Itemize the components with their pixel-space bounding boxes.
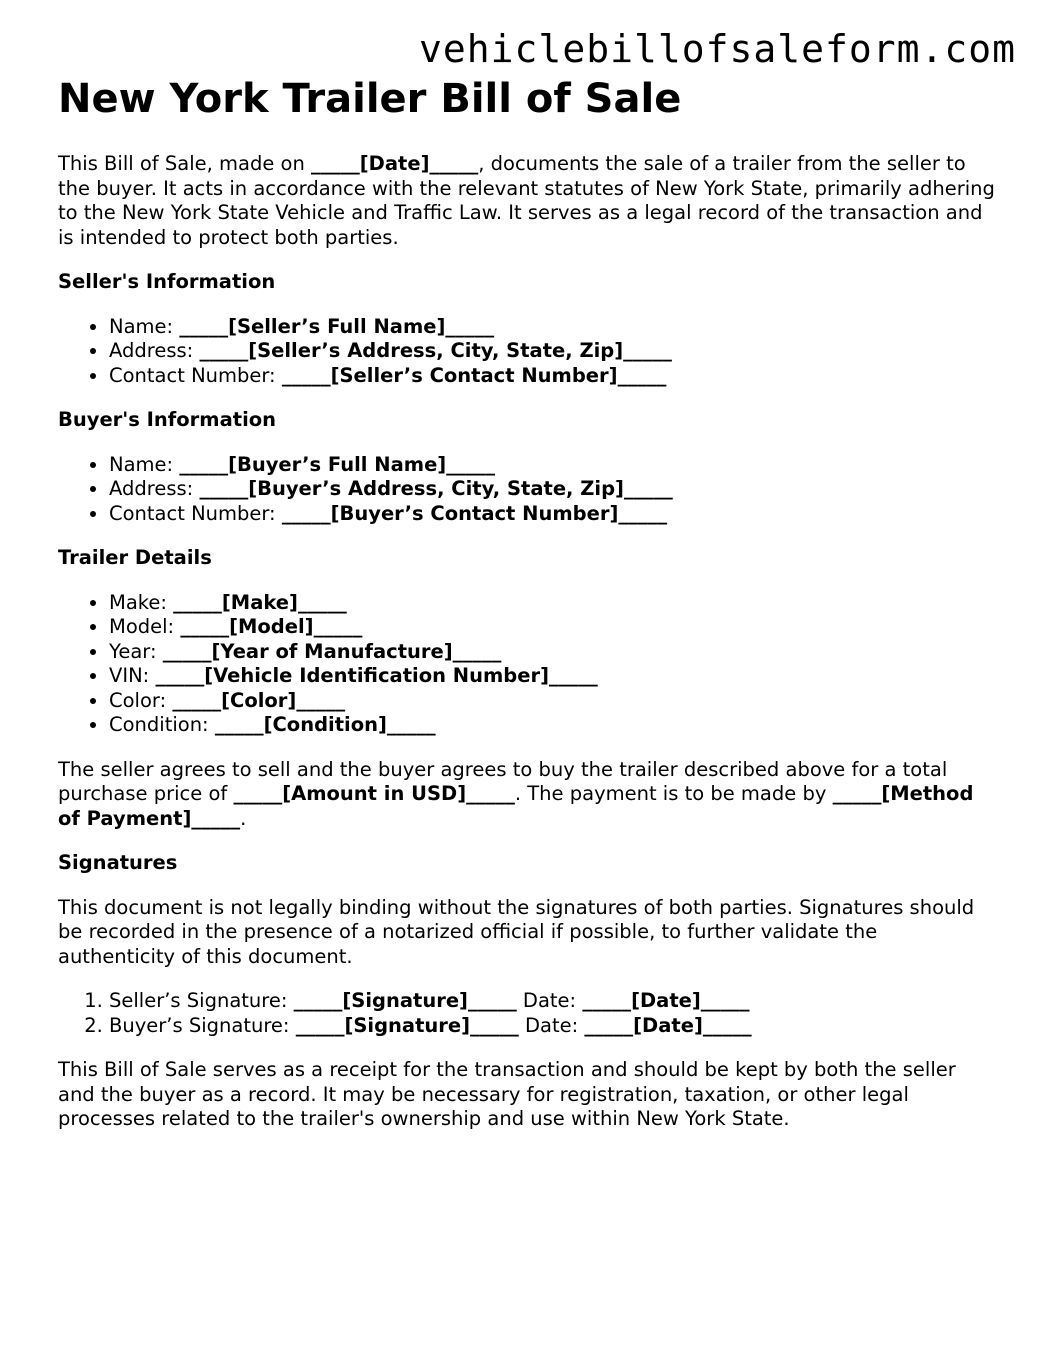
purchase-paragraph <box>58 758 998 832</box>
list-item <box>109 453 998 478</box>
item-field: _____[Make]_____ <box>173 590 347 614</box>
item-field: _____[Model]_____ <box>180 615 363 638</box>
date-field: _____[Date]_____ <box>582 989 750 1012</box>
list-item <box>109 364 998 389</box>
item-label: Address: <box>109 477 200 500</box>
item-field: _____[Seller’s Full Name]_____ <box>179 314 495 338</box>
item-field: _____[Seller’s Address, City, State, Zip]_____ <box>199 339 672 362</box>
list-item <box>109 664 998 689</box>
item-label: Make: <box>109 590 174 614</box>
item-label: Contact Number: <box>109 501 282 525</box>
item-field: _____[Seller’s Contact Number]_____ <box>281 363 667 387</box>
closing-paragraph: This Bill of Sale serves as a receipt for the transaction and should be kept by both the seller and the buyer as a record. It may be necessary for registration, taxation, or other legal processes related to the trailer's ownership and use within New York State. <box>58 1058 956 1130</box>
item-label: Address: <box>109 339 200 362</box>
item-field: _____[Year of Manufacture]_____ <box>162 639 502 663</box>
watermark: vehiclebillofsaleform.com <box>419 27 1016 71</box>
signature-field: _____[Signature]_____ <box>293 989 517 1012</box>
trailer-heading: Trailer Details <box>58 546 212 569</box>
list-item <box>109 502 998 527</box>
item-label: Color: <box>109 688 173 712</box>
amount-field: _____[Amount in USD]_____ <box>233 782 515 805</box>
item-field: _____[Vehicle Identification Number]_____ <box>155 664 598 687</box>
item-field: _____[Condition]_____ <box>214 713 436 736</box>
list-item <box>109 591 998 616</box>
item-field: _____[Buyer’s Address, City, State, Zip]_____ <box>199 477 673 500</box>
document-page <box>58 76 998 1152</box>
intro-paragraph <box>58 152 998 250</box>
list-item <box>109 713 998 738</box>
list-item <box>109 615 998 640</box>
buyer-heading: Buyer's Information <box>58 408 277 431</box>
date-label: Date: <box>516 989 583 1012</box>
signatures-list <box>58 989 998 1038</box>
item-label: Buyer’s Signature: <box>109 1013 296 1037</box>
item-label: Model: <box>109 615 181 638</box>
date-label: Date: <box>518 1013 585 1037</box>
buyer-list <box>58 453 998 527</box>
trailer-list <box>58 591 998 738</box>
intro-text-before: This Bill of Sale, made on <box>58 152 312 175</box>
item-label: Condition: <box>109 713 215 736</box>
intro-date-field: _____[Date]_____ <box>311 152 479 175</box>
date-field: _____[Date]_____ <box>584 1013 752 1037</box>
item-label: Seller’s Signature: <box>109 989 294 1012</box>
list-item <box>109 689 998 714</box>
item-field: _____[Color]_____ <box>172 688 346 712</box>
page-title: New York Trailer Bill of Sale <box>58 76 682 122</box>
list-item <box>109 339 998 364</box>
item-label: VIN: <box>109 664 156 687</box>
seller-heading: Seller's Information <box>58 270 276 293</box>
purchase-text: . <box>240 806 247 830</box>
item-label: Contact Number: <box>109 363 282 387</box>
signature-field: _____[Signature]_____ <box>295 1013 519 1037</box>
signatures-heading: Signatures <box>58 851 178 874</box>
list-item <box>109 1014 998 1039</box>
purchase-text: . The payment is to be made by <box>514 782 833 805</box>
seller-list <box>58 315 998 389</box>
item-label: Name: <box>109 314 180 338</box>
list-item <box>109 640 998 665</box>
item-label: Name: <box>109 452 180 476</box>
item-field: _____[Buyer’s Contact Number]_____ <box>281 501 668 525</box>
item-label: Year: <box>109 639 163 663</box>
list-item <box>109 315 998 340</box>
item-field: _____[Buyer’s Full Name]_____ <box>179 452 495 476</box>
signatures-paragraph: This document is not legally binding without the signatures of both parties. Signatures should be recorded in the presence of a notarized official if possible, to further validate the authenticity of this document. <box>58 895 975 968</box>
payment-method-field: _____[Method of Payment]_____ <box>58 782 974 830</box>
list-item <box>109 989 998 1014</box>
intro-text-after: , documents the sale of a trailer from the seller to the buyer. It acts in accordance with the relevant statutes of New York State, primarily adhering to the New York State Vehicle and Traffic Law. It serves as a legal record of the transaction and is intended to protect both parties. <box>58 152 995 249</box>
purchase-text: The seller agrees to sell and the buyer agrees to buy the trailer described above for a total purchase price of <box>58 757 948 805</box>
list-item <box>109 477 998 502</box>
